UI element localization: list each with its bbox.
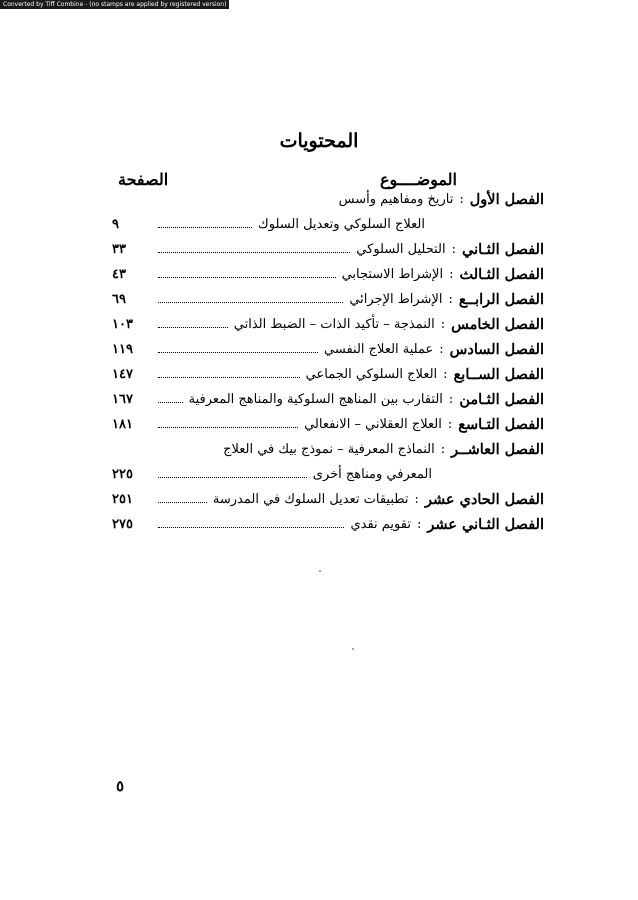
colon-separator: : [416,516,422,532]
colon-separator: : [449,266,454,282]
entry-title: العلاج العقلاني – الانفعالي [304,416,442,432]
chapter-label: الفصل الأول [469,190,544,208]
toc-entry[interactable] [112,287,544,311]
toc-entry[interactable] [112,312,544,336]
chapter-label: الفصل الســابع [453,365,544,383]
entry-title: تاريخ ومفاهيم وأسس [338,191,454,207]
page-number: ١٠٣ [112,316,133,332]
entry-title: المعرفي ومناهج أخرى [312,466,432,482]
toc-entry[interactable] [112,387,544,411]
page-number: ٣٣ [112,241,126,257]
colon-separator: : [459,191,464,207]
entry-title: النمذجة – تأكيد الذات – الضبط الذاتي [233,316,435,332]
chapter-label: الفصل التـاسع [458,415,544,433]
page-number: ٤٣ [112,266,126,282]
page-number: ٢٥١ [112,491,133,507]
page-number: ٩ [112,216,119,232]
colon-separator: : [451,241,456,257]
page-number: ٢٧٥ [112,516,133,532]
dot-leader [158,377,300,378]
entry-title: التحليل السلوكي [356,241,446,257]
dot-leader [158,277,336,278]
dot-leader [158,302,343,303]
topic-column-header: الموضــــوع [380,170,457,189]
chapter-label: الفصل الثـاني عشر [427,515,544,533]
chapter-label: الفصل الحادي عشر [424,490,544,508]
dot-leader [158,352,318,353]
dot-leader [158,327,228,328]
toc-entry[interactable] [112,462,544,486]
dot-leader [158,402,183,403]
toc-entry[interactable] [112,187,544,211]
colon-separator: : [414,491,419,507]
entry-title: تقويم نقدي [350,516,411,532]
chapter-label: الفصل الثـامن [459,390,544,408]
chapter-label: الفصل الرابــع [458,290,544,308]
entry-title: الإشراط الاستجابي [341,266,444,282]
toc-entry[interactable] [112,212,544,236]
toc-entry[interactable] [112,437,544,461]
chapter-label: الفصل العاشــر [451,440,544,458]
page-number: ١٨١ [112,416,133,432]
chapter-label: الفصل السادس [449,340,544,358]
dot-leader [158,252,350,253]
colon-separator: : [447,416,453,432]
page-number: ٦٩ [112,291,126,307]
page-number: ١٤٧ [112,366,133,382]
colon-separator: : [439,341,444,357]
page-number: ١١٩ [112,341,133,357]
scan-speck [319,570,321,572]
toc-entry[interactable] [112,237,544,261]
chapter-label: الفصل الخامس [451,315,544,333]
entry-title: العلاج السلوكي وتعديل السلوك [258,216,425,232]
entry-title: العلاج السلوكي الجماعي [305,366,438,382]
entry-title: تطبيقات تعديل السلوك في المدرسة [212,491,409,507]
colon-separator: : [443,366,448,382]
toc-entry[interactable] [112,512,544,536]
toc-entry[interactable] [112,412,544,436]
toc-entry[interactable] [112,362,544,386]
dot-leader [158,427,298,428]
entry-title: التقارب بين المناهج السلوكية والمناهج المعرفية [188,391,443,407]
dot-leader [158,227,252,228]
conversion-banner: Converted by Tiff Combine - (no stamps are applied by registered version) [0,0,229,9]
page-title: المحتويات [279,130,359,152]
colon-separator: : [448,391,454,407]
entry-title: النماذج المعرفية – نموذج بيك في العلاج [223,441,435,457]
colon-separator: : [448,291,453,307]
dot-leader [158,477,307,478]
toc-entry[interactable] [112,487,544,511]
colon-separator: : [440,441,446,457]
colon-separator: : [440,316,446,332]
entry-title: الإشراط الإجرائي [349,291,443,307]
page-number-footer: ٥ [116,777,125,795]
page-number: ١٦٧ [112,391,133,407]
chapter-label: الفصل الثـالث [459,265,544,283]
entry-title: عملية العلاج النفسي [324,341,434,357]
toc-entry[interactable] [112,262,544,286]
page-column-header: الصفحة [118,170,169,189]
toc-entry[interactable] [112,337,544,361]
dot-leader [158,502,207,503]
chapter-label: الفصل الثـاني [462,240,544,258]
dot-leader [158,527,344,528]
page-number: ٢٢٥ [112,466,133,482]
scan-speck [352,648,354,650]
